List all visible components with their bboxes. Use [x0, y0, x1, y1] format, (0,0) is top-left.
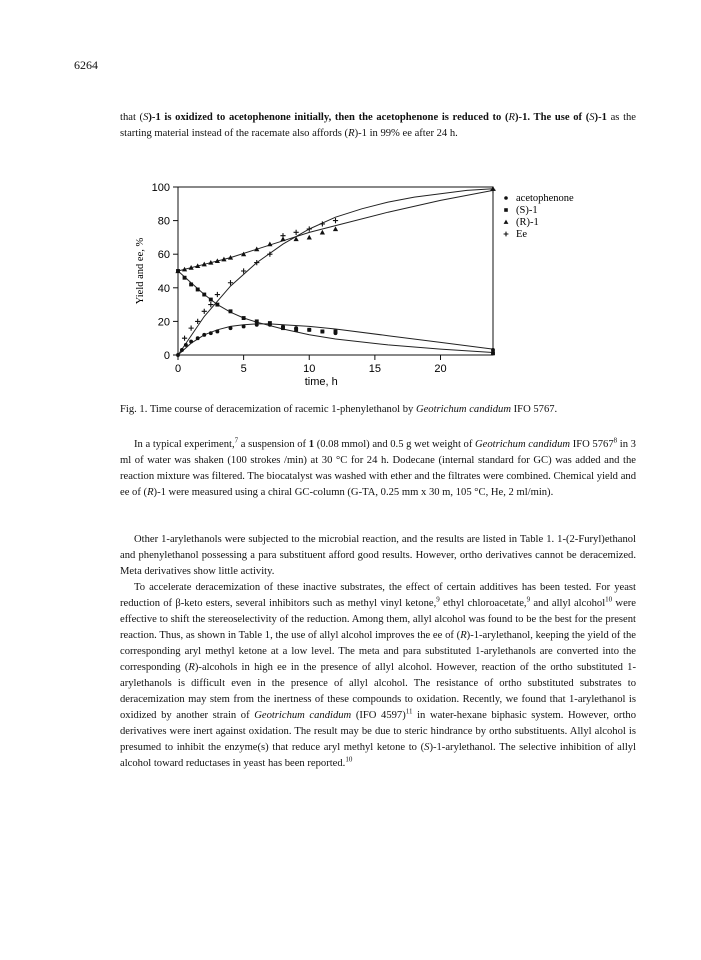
results-paragraph: Other 1-arylethanols were subjected to the microbial reaction, and the results are listed in Table 1. 1-(2-Furyl)ethanol and phenylethanol possessing a para substituent afford good results. However, ortho derivatives cannot be deracemized. Meta derivatives show little activity.	[120, 534, 636, 577]
data-point-square	[242, 316, 246, 320]
y-tick-label: 100	[151, 182, 170, 194]
data-point-square	[229, 309, 233, 313]
data-point-square	[183, 276, 187, 280]
x-tick-label: 15	[368, 363, 381, 375]
data-point-circle	[491, 348, 495, 352]
data-point-circle	[242, 324, 246, 328]
data-point-plus	[202, 309, 207, 314]
data-point-square	[202, 293, 206, 297]
data-point-circle	[189, 340, 193, 344]
data-point-circle	[229, 326, 233, 330]
data-point-square	[294, 328, 298, 332]
data-point-triangle	[320, 230, 325, 235]
data-point-plus	[504, 232, 509, 237]
data-point-square	[307, 328, 311, 332]
data-point-plus	[182, 336, 187, 341]
data-point-circle	[184, 343, 188, 347]
data-point-circle	[504, 196, 508, 200]
data-point-circle	[180, 348, 184, 352]
data-point-triangle	[333, 226, 338, 231]
data-point-square	[196, 288, 200, 292]
data-point-square	[268, 321, 272, 325]
data-point-plus	[307, 226, 312, 231]
additives-paragraph: To accelerate deracemization of these inactive substrates, the effect of certain additives has been tested. For yeast reduction of β-keto esters, several inhibitors such as methyl vinyl ketone,$^9$ ethyl chloroacetate,$^9$ and allyl alcohol$^{10}$ were effective to shift the stereoselectivity of the reduction. Among them, allyl alcohol was found to be the best for the present reaction. Thus, as shown in Table 1, the use of allyl alcohol improves the ee of (R)-1-arylethanol, keeping the yield of the corresponding aryl methyl ketone at a low level. The meta and para substituted 1-arylethanols are converted into the corresponding (R)-alcohols in high ee in the presence of allyl alcohol. However, reaction of the ortho substituted 1-arylethanols is difficult even in the presence of allyl alcohol. The resistance of ortho substituted substrates to deracemization may stem from the inertness of these compounds to oxidation. Recently, we found that 1-arylethanol is oxidized by another strain of Geotrichum candidum (IFO 4597)$^{11}$ in water-hexane biphasic system. However, ortho derivatives were inert against oxidation. The result may be due to steric hindrance by ortho substituents. Allyl alcohol is presumed to inhibit the enzyme(s) that reduce aryl methyl ketone to (S)-1-arylethanol. The selective inhibition of allyl alcohol toward reductases in yeast has been reported.$^{10}$	[120, 582, 636, 769]
data-point-square	[255, 319, 259, 323]
data-point-plus	[189, 326, 194, 331]
figure-caption: Fig. 1. Time course of deracemization of racemic 1-phenylethanol by Geotrichum candidum IFO 5767.	[120, 404, 558, 415]
intro-paragraph: that (S)-1 is oxidized to acetophenone initially, then the acetophenone is reduced to (R)-1. The use of (S)-1 as the starting material instead of the racemate also affords (R)-1 in 99% ee after 24 h.	[120, 112, 637, 139]
y-tick-label: 20	[157, 316, 170, 329]
x-tick-label: 0	[174, 363, 182, 375]
data-point-circle	[215, 330, 219, 334]
data-point-circle	[196, 336, 200, 340]
legend-label: (R)-1	[516, 217, 539, 228]
x-tick-label: 20	[434, 363, 447, 375]
data-point-square	[504, 208, 508, 212]
y-tick-label: 0	[163, 350, 170, 362]
data-point-square	[491, 351, 495, 355]
data-point-circle	[202, 333, 206, 337]
data-point-square	[334, 330, 338, 334]
data-point-square	[281, 326, 285, 330]
data-point-square	[215, 303, 219, 307]
legend-label: (S)-1	[516, 205, 538, 216]
data-point-square	[209, 298, 213, 302]
data-point-plus	[280, 233, 285, 238]
data-point-triangle	[267, 242, 272, 247]
data-point-triangle	[504, 220, 509, 224]
figure-1	[118, 175, 618, 397]
x-tick-label: 5	[240, 363, 247, 375]
experimental-paragraph: In a typical experiment,$^7$ a suspension of 1 (0.08 mmol) and 0.5 g wet weight of Geotrichum candidum IFO 5767$^8$ in 3 ml of water was shaken (100 strokes /min) at 30 °C for 24 h. Dodecane (internal standard for GC) was added and the reaction mixture was filtered. The biocatalyst was washed with ether and the filtrates were combined. Chemical yield and ee of (R)-1 were measured using a chiral GC-column (G-TA, 0.25 mm x 30 m, 105 °C, He, 2 ml/min).	[120, 436, 636, 498]
data-point-square	[189, 282, 193, 286]
y-tick-label: 40	[157, 282, 170, 295]
chart-legend	[504, 193, 574, 240]
y-tick-label: 60	[157, 249, 170, 262]
data-point-plus	[215, 292, 220, 297]
curve-square	[178, 271, 493, 353]
x-axis-label: time, h	[304, 376, 338, 388]
data-point-triangle	[307, 235, 312, 240]
data-point-plus	[294, 230, 299, 235]
time-course-chart	[118, 175, 618, 397]
x-tick-label: 10	[303, 363, 316, 375]
chart-points	[175, 186, 495, 358]
data-point-plus	[333, 218, 338, 223]
data-point-circle	[255, 323, 259, 327]
chart-axes	[152, 182, 493, 375]
y-axis-label: Yield and ee, %	[135, 237, 146, 305]
data-point-square	[320, 330, 324, 334]
y-tick-label: 80	[157, 215, 170, 228]
data-point-circle	[209, 331, 213, 335]
legend-label: acetophenone	[516, 193, 574, 204]
legend-label: Ee	[516, 229, 528, 240]
page-number: 6264	[74, 58, 98, 72]
